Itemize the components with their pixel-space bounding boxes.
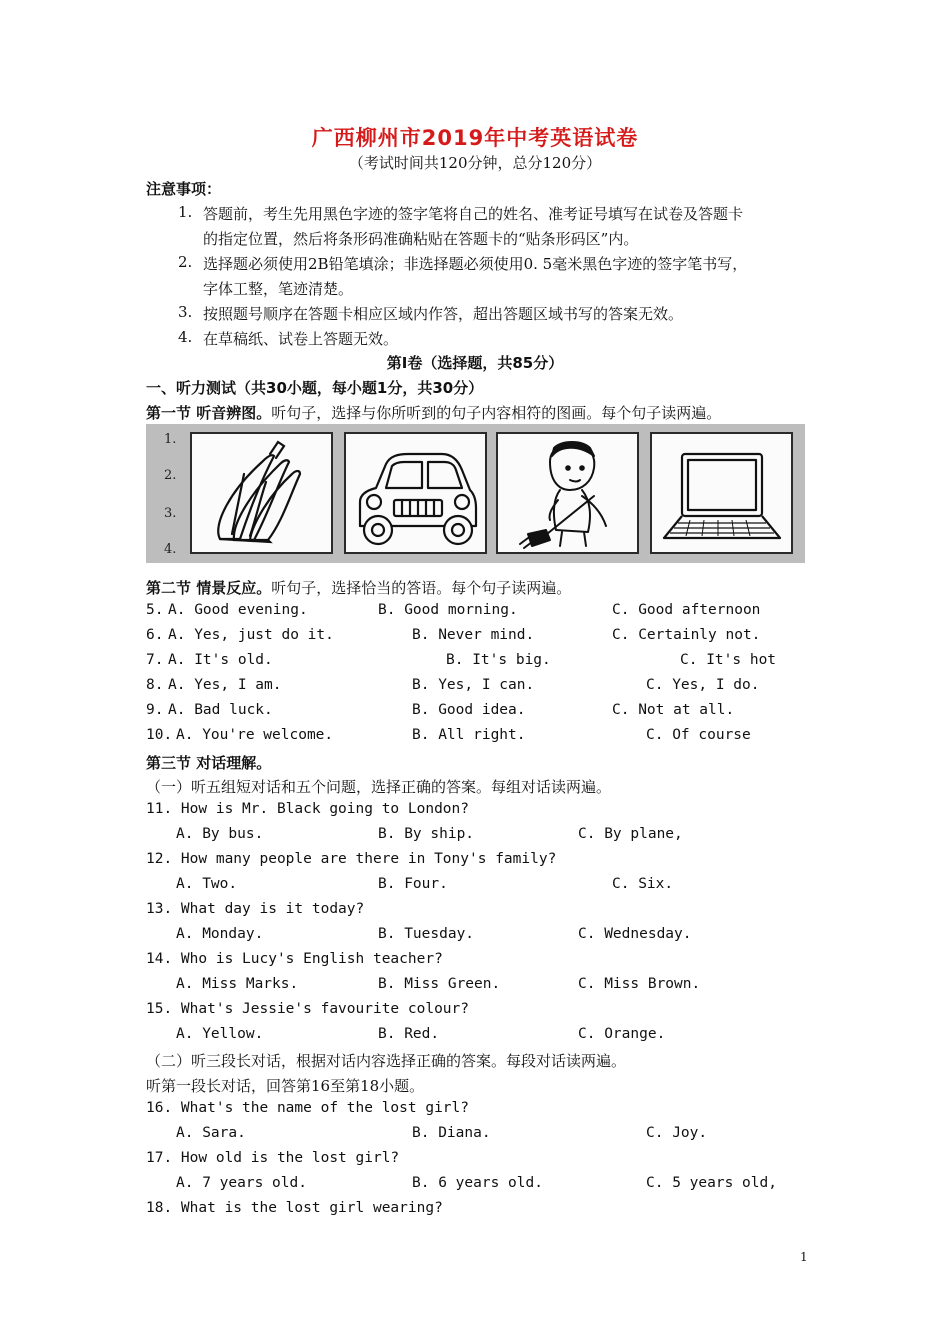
picture-row-number: 2. (164, 468, 177, 483)
option-c: C. Six. (612, 876, 674, 892)
exam-subtitle: （考试时间共120分钟，总分120分） (348, 154, 602, 172)
picture-row-number: 3. (164, 506, 177, 521)
question-text: 18. What is the lost girl wearing? (146, 1200, 443, 1216)
option-a: A. Sara. (176, 1125, 246, 1141)
bananas-picture (190, 432, 333, 554)
option-a: A. Yes, just do it. (168, 627, 334, 643)
option-c: C. Wednesday. (578, 926, 692, 942)
option-b: B. Good idea. (412, 702, 526, 718)
option-c: C. By plane, (578, 826, 683, 842)
option-c: C. Joy. (646, 1125, 708, 1141)
listening-heading: 一、听力测试（共30小题，每小题1分，共30分） (146, 379, 484, 397)
option-a: A. Miss Marks. (176, 976, 299, 992)
option-a: A. Bad luck. (168, 702, 273, 718)
option-c: C. Miss Brown. (578, 976, 701, 992)
part-heading: 第Ⅰ卷（选择题，共85分） (386, 354, 564, 372)
notice-item-text: 答题前，考生先用黑色字迹的签字笔将自己的姓名、准考证号填写在试卷及答题卡 (203, 205, 744, 223)
option-b: B. By ship. (378, 826, 475, 842)
question-number: 5. (146, 602, 164, 618)
laptop-icon (652, 434, 791, 552)
option-b: B. Tuesday. (378, 926, 475, 942)
question-text: 15. What's Jessie's favourite colour? (146, 1001, 470, 1017)
section2-heading: 第二节 情景反应。听句子，选择恰当的答语。每个句子读两遍。 (146, 579, 572, 597)
notice-item-text: 的指定位置，然后将条形码准确粘贴在答题卡的“贴条形码区”内。 (203, 230, 639, 248)
section3-heading: 第三节 对话理解。 (146, 754, 272, 772)
page-title: 广西柳州市2019年中考英语试卷 (311, 126, 639, 150)
car-picture (344, 432, 487, 554)
option-a: A. Yes, I am. (168, 677, 282, 693)
sweeping-boy-picture (496, 432, 639, 554)
option-b: B. 6 years old. (412, 1175, 543, 1191)
option-c: C. 5 years old, (646, 1175, 777, 1191)
option-b: B. Never mind. (412, 627, 535, 643)
option-a: A. You're welcome. (176, 727, 334, 743)
question-text: 14. Who is Lucy's English teacher? (146, 951, 443, 967)
question-number: 9. (146, 702, 164, 718)
question-text: 16. What's the name of the lost girl? (146, 1100, 470, 1116)
option-c: C. Orange. (578, 1026, 666, 1042)
notice-item-num: 3. (178, 303, 193, 321)
section3-sub1: （一）听五组短对话和五个问题，选择正确的答案。每组对话读两遍。 (146, 778, 612, 796)
dialog1-intro: 听第一段长对话，回答第16至第18小题。 (146, 1077, 425, 1095)
section1-heading: 第一节 听音辨图。听句子，选择与你所听到的句子内容相符的图画。每个句子读两遍。 (146, 404, 722, 422)
question-number: 8. (146, 677, 164, 693)
option-c: C. Of course (646, 727, 751, 743)
car-icon (346, 434, 485, 552)
notice-item-num: 4. (178, 328, 193, 346)
option-c: C. Certainly not. (612, 627, 761, 643)
option-c: C. It's hot (680, 652, 777, 668)
question-text: 17. How old is the lost girl? (146, 1150, 400, 1166)
option-a: A. Two. (176, 876, 238, 892)
option-c: C. Good afternoon (612, 602, 761, 618)
picture-panel (146, 424, 805, 563)
option-a: A. It's old. (168, 652, 273, 668)
option-c: C. Not at all. (612, 702, 735, 718)
option-b: B. Four. (378, 876, 448, 892)
option-a: A. Monday. (176, 926, 264, 942)
option-b: B. Yes, I can. (412, 677, 535, 693)
notice-item-text: 选择题必须使用2B铅笔填涂；非选择题必须使用0. 5毫米黑色字迹的签字笔书写， (203, 255, 748, 273)
option-b: B. Good morning. (378, 602, 518, 618)
option-b: B. Diana. (412, 1125, 491, 1141)
option-c: C. Yes, I do. (646, 677, 760, 693)
notice-heading: 注意事项： (146, 180, 222, 198)
option-a: A. By bus. (176, 826, 264, 842)
option-a: A. Good evening. (168, 602, 308, 618)
question-text: 12. How many people are there in Tony's family? (146, 851, 557, 867)
question-text: 13. What day is it today? (146, 901, 365, 917)
option-b: B. Miss Green. (378, 976, 501, 992)
notice-item-text: 按照题号顺序在答题卡相应区域内作答，超出答题区域书写的答案无效。 (203, 305, 684, 323)
question-text: 11. How is Mr. Black going to London? (146, 801, 470, 817)
question-number: 10. (146, 727, 173, 743)
option-b: B. Red. (378, 1026, 440, 1042)
option-b: B. It's big. (446, 652, 551, 668)
option-a: A. 7 years old. (176, 1175, 307, 1191)
laptop-picture (650, 432, 793, 554)
bananas-icon (192, 434, 331, 552)
boy-sweeping-icon (498, 434, 637, 552)
picture-row-number: 1. (164, 432, 177, 447)
notice-item-text: 在草稿纸、试卷上答题无效。 (203, 330, 399, 348)
picture-row-number: 4. (164, 542, 177, 557)
option-a: A. Yellow. (176, 1026, 264, 1042)
notice-item-text: 字体工整，笔迹清楚。 (203, 280, 354, 298)
question-number: 7. (146, 652, 164, 668)
section3-sub2: （二）听三段长对话，根据对话内容选择正确的答案。每段对话读两遍。 (146, 1052, 627, 1070)
option-b: B. All right. (412, 727, 526, 743)
page-number: 1 (800, 1250, 808, 1264)
question-number: 6. (146, 627, 164, 643)
notice-item-num: 2. (178, 253, 193, 271)
notice-item-num: 1. (178, 203, 193, 221)
